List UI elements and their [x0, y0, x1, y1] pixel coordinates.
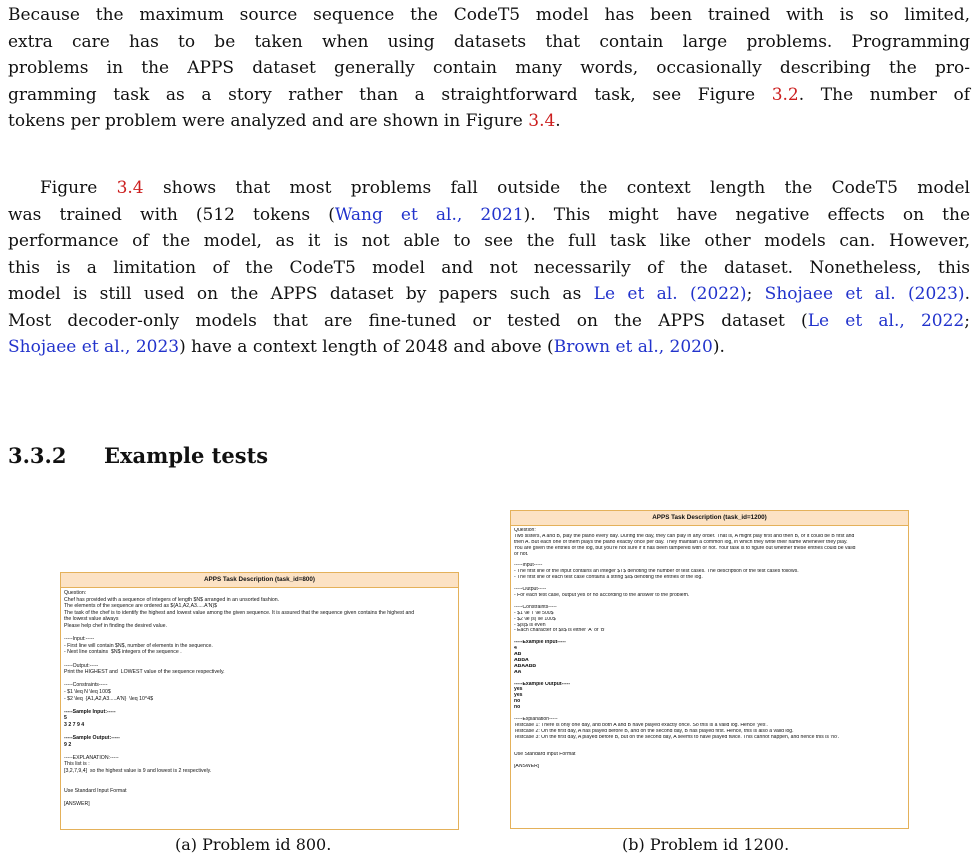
figure-text-line: yes: [514, 687, 523, 693]
figure-text-line: or not.: [514, 551, 529, 557]
figure-text-line: - $2 \le |s| \le 100$: [514, 616, 556, 622]
paragraph-figure-discussion: [8, 175, 970, 361]
paragraph-context-limit: [8, 2, 970, 135]
figure-text-line: [64, 630, 455, 637]
figure-header: APPS Task Description (task_id=800): [61, 573, 458, 588]
text-line: [8, 281, 970, 308]
figure-text-line: [ANSWER]: [64, 801, 90, 807]
figure-text-line: - For each test case, output yes or no according to the answer to the problem.: [514, 592, 690, 598]
figure-text-line: - The first line of each test case contains a string $s$ denoting the entries of the log.: [514, 575, 703, 581]
figure-text-line: no: [514, 699, 521, 705]
figure-text-line: -----Example Output-----: [514, 681, 571, 687]
figure-text-line: 3 2 7 9 4: [64, 721, 85, 728]
figure-text-line: -----Output-----: [514, 587, 547, 593]
figure-text-line: [64, 656, 455, 663]
figure-text-line: -----Constraints-----: [514, 604, 557, 610]
figure-text-line: -----Sample Input:-----: [64, 708, 116, 715]
figure-text-line: - First line will contain $N$, number of elements in the sequence.: [64, 642, 213, 649]
text-line: this is a limitation of the CodeT5 model and not necessarily of the dataset. Nonetheless, this: [8, 257, 970, 278]
figure-text-line: [64, 676, 455, 683]
text-line: [8, 308, 970, 335]
text-segment: Most decoder-only models that are fine-tuned or tested on the APPS dataset (: [8, 310, 808, 331]
figure-body: [511, 526, 908, 772]
figure-text-line: AB: [514, 652, 522, 658]
text-line: [8, 334, 970, 361]
text-segment: was trained with (512 tokens (: [8, 204, 335, 225]
text-segment: .: [964, 284, 970, 304]
figure-text-line: ABBA: [514, 657, 529, 663]
figure-text-line: -----Input-----: [514, 563, 543, 569]
figure-text-line: - Each character of $s$ is either 'A' or 'B': [514, 628, 606, 634]
citation-link[interactable]: Le et al., 2022: [807, 310, 965, 331]
figure-text-line: Use Standard Input Format: [64, 787, 127, 794]
figure-text-line: You are given the entries of the log, but you're not sure if it has been tampered with or not. Your task is to figure out whether these entries could be valid: [514, 545, 856, 551]
section-title-text: Example tests: [104, 443, 269, 468]
text-segment: ;: [746, 284, 765, 304]
text-segment: . The number of: [798, 84, 971, 105]
text-line: Because the maximum source sequence the CodeT5 model has been trained with is so limited,: [8, 5, 970, 25]
figure-text-line: [64, 728, 455, 735]
figure-text-line: Print the HIGHEST and LOWEST value of the sequence respectively.: [64, 669, 225, 676]
figure-text-line: then A. But each one of them plays the piano exactly once per day. They maintain a common log, in which they write their name whenever they play.: [514, 539, 848, 545]
figure-text-line: Testcase 1: There is only one day, and both A and B have played exactly once. So this is a valid log. Hence 'yes'.: [514, 722, 768, 728]
figure-text-line: -----Sample Output:-----: [64, 735, 120, 742]
figure-text-line: 4: [514, 646, 517, 652]
figure-text-line: AA: [514, 669, 522, 675]
figure-text-line: -----Constraints-----: [64, 682, 108, 689]
figure-text-line: 9 2: [64, 741, 72, 748]
figure-text-line: - $2 \leq {A1,A2,A3.....A'N} \leq 10^4$: [64, 695, 154, 702]
text-line: [8, 82, 970, 109]
figure-text-line: [64, 775, 455, 782]
figure-reference-link[interactable]: 3.2: [771, 84, 799, 105]
text-segment: .: [555, 111, 561, 131]
figure-text-line: Chef has provided with a sequence of integers of length $N$ arranged in an unsorted fashion.: [64, 596, 280, 603]
figure-body: [61, 588, 458, 810]
figure-text-line: [64, 702, 455, 709]
figure-text-line: - $1 \leq N \leq 100$: [64, 688, 111, 695]
figure-text-line: -----Input:-----: [64, 636, 95, 643]
citation-link[interactable]: Wang et al., 2021: [334, 204, 524, 225]
citation-link[interactable]: Le et al. (2022): [593, 284, 747, 304]
text-segment: ) have a context length of 2048 and above (: [179, 337, 554, 357]
text-line: [8, 202, 970, 229]
section-number: 3.3.2: [8, 443, 67, 468]
figure-text-line: -----Output:-----: [64, 662, 99, 669]
citation-link[interactable]: Brown et al., 2020: [553, 337, 713, 357]
figure-text-line: Please help chef in finding the desired value.: [64, 622, 167, 629]
figure-text-line: yes: [514, 693, 523, 699]
figure-text-line: The elements of the sequence are ordered as ${A1,A2,A3.....A'N}$: [64, 603, 217, 610]
figure-header: APPS Task Description (task_id=1200): [511, 511, 908, 526]
figure-reference-link[interactable]: 3.4: [528, 111, 556, 131]
text-line: [8, 108, 970, 135]
figure-text-line: -----Explanation-----: [514, 717, 558, 722]
figure-text-line: The task of the chef is to identify the highest and lowest value among the given sequence. It is assured that the sequence given contains the highest and: [64, 609, 415, 616]
figure-caption-b: (b) Problem id 1200.: [622, 835, 790, 854]
figure-task-1200: [510, 510, 909, 829]
figure-text-line: -----EXPLANATION:-----: [64, 754, 119, 761]
figure-text-line: - The first line of the input contains an integer $T$ denoting the number of test cases. The description of the test cases follows.: [514, 569, 799, 575]
figure-text-line: Testcase 3: On the first day, A played before B, but on the second day, A seems to have played twice. This cannot happen, and hence this is 'no'.: [514, 734, 840, 740]
figure-text-line: the lowest value always: [64, 616, 119, 623]
text-segment: ;: [964, 310, 970, 331]
figure-text-line: Question:: [64, 590, 87, 596]
figure-text-line: [ANSWER]: [514, 764, 540, 770]
figure-text-line: [64, 781, 455, 788]
text-line: performance of the model, as it is not able to see the full task like other models can. However,: [8, 231, 970, 251]
text-segment: Figure: [40, 178, 117, 198]
figure-text-line: no: [514, 705, 521, 711]
figure-text-line: -----Example Input-----: [514, 640, 566, 646]
text-line: problems in the APPS dataset generally contain many words, occasionally describing the pro-: [8, 58, 970, 78]
figure-text-line: 5: [64, 715, 67, 722]
figure-text-line: - $1 \le T \le 500$: [514, 610, 554, 616]
figure-text-line: - Next line contains $N$ integers of the sequence .: [64, 649, 182, 656]
figure-text-line: Question:: [514, 528, 536, 533]
text-segment: model is still used on the APPS dataset by papers such as: [8, 284, 594, 304]
figure-caption-a: (a) Problem id 800.: [175, 835, 332, 854]
text-line: [8, 175, 970, 202]
text-segment: ).: [712, 337, 725, 357]
figure-text-line: [64, 748, 455, 755]
text-segment: gramming task as a story rather than a straightforward task, see Figure: [8, 84, 772, 105]
figure-text-line: ABAABB: [514, 663, 537, 669]
figure-text-line: This list is :: [64, 761, 90, 768]
figure-text-line: - $|s|$ is even: [514, 622, 546, 628]
figure-text-line: Testcase 2: On the first day, A has played before B, and on the second day, B has played first. Hence, this is also a valid log.: [514, 728, 794, 734]
figure-text-line: [3,2,7,9,4] so the highest value is 9 and lowest is 2 respectively.: [64, 768, 212, 775]
section-heading: [8, 443, 268, 468]
text-segment: ). This might have negative effects on the: [523, 204, 971, 225]
text-segment: shows that most problems fall outside the context length the CodeT5 model: [143, 178, 970, 198]
citation-link[interactable]: Shojaee et al., 2023: [8, 337, 180, 357]
figure-task-800: [60, 572, 459, 830]
figure-text-line: [64, 794, 455, 801]
figure-reference-link[interactable]: 3.4: [116, 178, 144, 198]
figure-text-line: Use Standard Input Format: [514, 752, 576, 758]
text-line: extra care has to be taken when using datasets that contain large problems. Programming: [8, 31, 970, 52]
text-segment: tokens per problem were analyzed and are shown in Figure: [8, 111, 529, 131]
citation-link[interactable]: Shojaee et al. (2023): [764, 284, 965, 304]
figure-text-line: Two sisters, A and B, play the piano every day. During the day, they can play in any order. That is, A might play first and then B, or it could be B first and: [514, 533, 855, 539]
